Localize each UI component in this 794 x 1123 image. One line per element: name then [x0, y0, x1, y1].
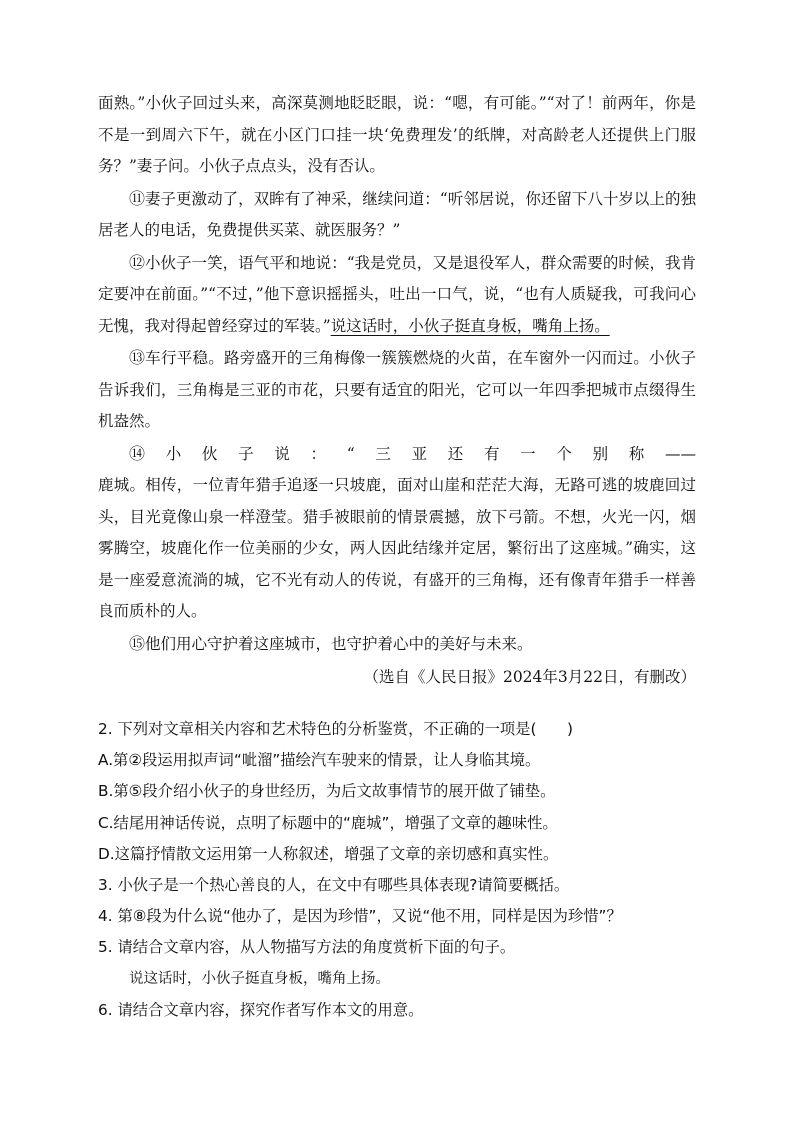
- paragraph-13: [98, 342, 696, 438]
- underlined-sentence: 说这话时，小伙子挺直身板，嘴角上扬。: [330, 316, 610, 335]
- question-2-option-c: C.结尾用神话传说，点明了标题中的“鹿城”，增强了文章的趣味性。: [98, 813, 558, 832]
- paragraph-10-tail: 面熟。”小伙子回过头来，高深莫测地眨眨眼，说：“嗯，有可能。”“对了！前两年，你是不是一到周六下午，就在小区门口挂一块‘免费理发’的纸牌，对高龄老人还提供上门服务？”妻子问。小伙子点点头，没有否认。: [98, 94, 696, 175]
- paragraph-number: ⑪: [129, 188, 146, 208]
- question-2-option-a: A.第②段运用拟声词“呲溜”描绘汽车驶来的情景，让人身临其境。: [98, 751, 541, 770]
- paragraph-number: ⑬: [129, 348, 146, 367]
- question-2: 2. 下列对文章相关内容和艺术特色的分析鉴赏，不正确的一项是( ): [98, 720, 574, 738]
- paragraph-11: [98, 183, 696, 247]
- question-5: 5. 请结合文章内容，从人物描写方法的角度赏析下面的句子。: [98, 938, 516, 957]
- paragraph-14-rest: 鹿城。相传，一位青年猎手追逐一只坡鹿，面对山崖和茫茫大海，无路可逃的坡鹿回过头，目光竟像山泉一样澄莹。猎手被眼前的情景震撼，放下弓箭。不想，火光一闪，烟雾腾空，坡鹿化作一位美丽的少女，两人因此结缘并定居，繁衍出了这座城。”确实，这是一座爱意流淌的城，它不光有动人的传说，有盛开的三角梅，还有像青年猎手一样善良而质朴的人。: [98, 476, 696, 620]
- reading-passage: [98, 88, 696, 694]
- paragraph-number: ⑮: [129, 633, 146, 653]
- question-5-quoted-sentence: 说这话时，小伙子挺直身板，嘴角上扬。: [129, 970, 390, 987]
- question-section: [98, 714, 708, 1026]
- paragraph-text: 小伙子说：“三亚还有一个别称——: [165, 444, 696, 463]
- paragraph-15: [98, 628, 696, 661]
- paragraph-12: [98, 247, 696, 343]
- source-citation: （选自《人民日报》2024年3月22日，有删改）: [363, 668, 696, 686]
- question-4: 4. 第⑧段为什么说“他办了，是因为珍惜”，又说“他不用，同样是因为珍惜”？: [98, 907, 622, 926]
- question-3: 3. 小伙子是一个热心善良的人，在文中有哪些具体表现?请简要概括。: [98, 876, 570, 895]
- paragraph-14-first-line: [98, 438, 696, 471]
- paragraph-text: 车行平稳。路旁盛开的三角梅像一簇簇燃烧的火苗，在车窗外一闪而过。小伙子告诉我们，三角梅是三亚的市花，只要有适宜的阳光，它可以一年四季把城市点缀得生机盎然。: [98, 349, 696, 430]
- paragraph-text: 妻子更激动了，双眸有了神采，继续问道：“听邻居说，你还留下八十岁以上的独居老人的电话，免费提供买菜、就医服务？”: [98, 189, 696, 239]
- paragraph-text: 小伙子一笑，语气平和地说：“我是党员，又是退役军人，群众需要的时候，我肯定要冲在前面。”“不过，”他下意识摇摇头，吐出一口气，说，“也有人质疑我，可我问心无愧，我对得起曾经穿过的军装。”: [98, 253, 696, 335]
- paragraph-number: ⑫: [129, 252, 146, 272]
- paragraph-text: 他们用心守护着这座城市，也守护着心中的美好与未来。: [145, 634, 533, 653]
- question-2-option-b: B.第⑤段介绍小伙子的身世经历，为后文故事情节的展开做了铺垫。: [98, 782, 556, 801]
- question-6: 6. 请结合文章内容，探究作者写作本文的用意。: [98, 1000, 424, 1019]
- question-2-option-d: D.这篇抒情散文运用第一人称叙述，增强了文章的亲切感和真实性。: [98, 844, 559, 863]
- paragraph-number: ⑭: [129, 443, 166, 463]
